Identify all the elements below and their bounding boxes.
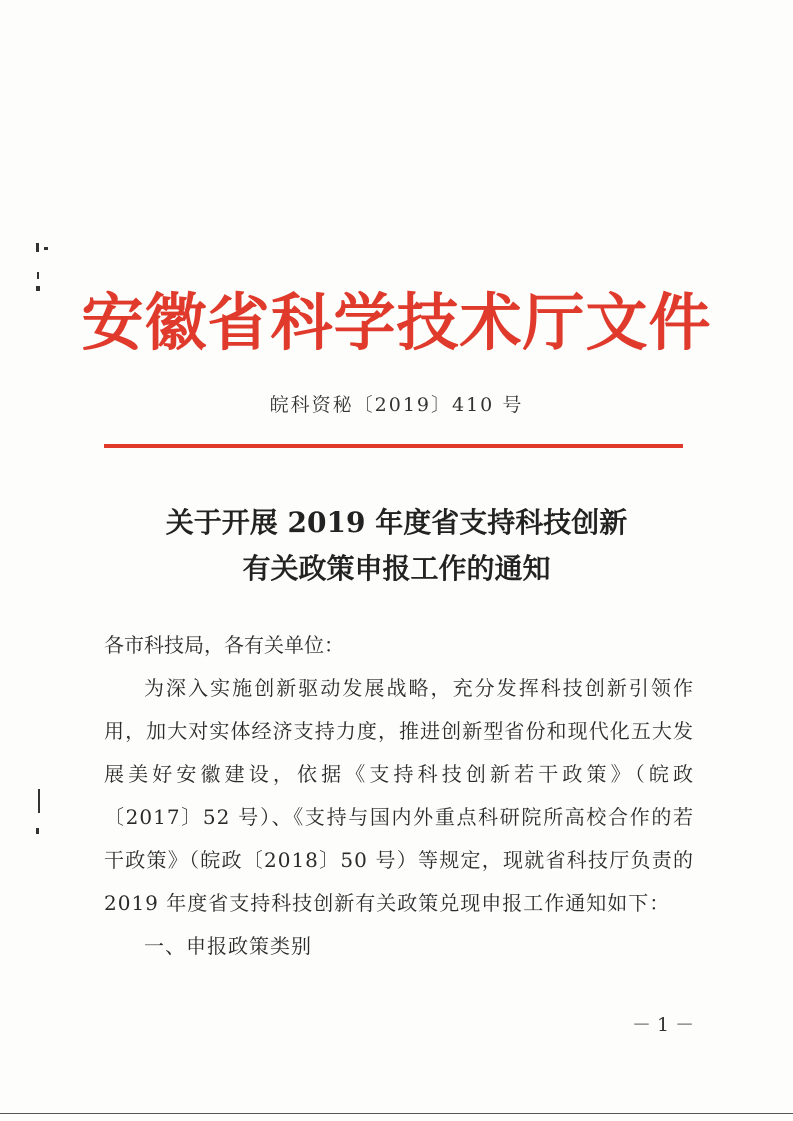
red-header-rule [104,444,683,448]
scan-mark [36,828,39,834]
document-number: 皖科资秘〔2019〕410 号 [269,394,524,416]
page-number: － 1 － [632,1014,695,1036]
issuing-authority-title: 安徽省科学技术厅文件 [81,286,712,359]
scan-mark [37,272,39,279]
scan-mark [38,789,40,813]
salutation: 各市科技局，各有关单位： [104,633,344,657]
section-heading: 一、申报政策类别 [144,934,312,958]
body-paragraph: 为深入实施创新驱动发展战略，充分发挥科技创新引领作用，加大对实体经济支持力度，推进创新型省份和现代化五大发展美好安徽建设，依据《支持科技创新若干政策》（皖政〔2017〕52 号）、《支持与国内外重点科研院所高校合作的若干政策》（皖政〔2018〕50 号）等规定，现就省科技厅负责的 2019 年度省支持科技创新有关政策兑现申报工作通知如下： [104,676,694,915]
scan-mark [36,243,39,252]
notice-title-line-2: 有关政策申报工作的通知 [242,552,551,585]
notice-title [0,500,793,592]
page-bottom-edge [0,1113,793,1114]
scan-mark [44,247,48,250]
notice-title-line-1: 关于开展 2019 年度省支持科技创新 [165,506,628,539]
document-body [104,624,694,968]
